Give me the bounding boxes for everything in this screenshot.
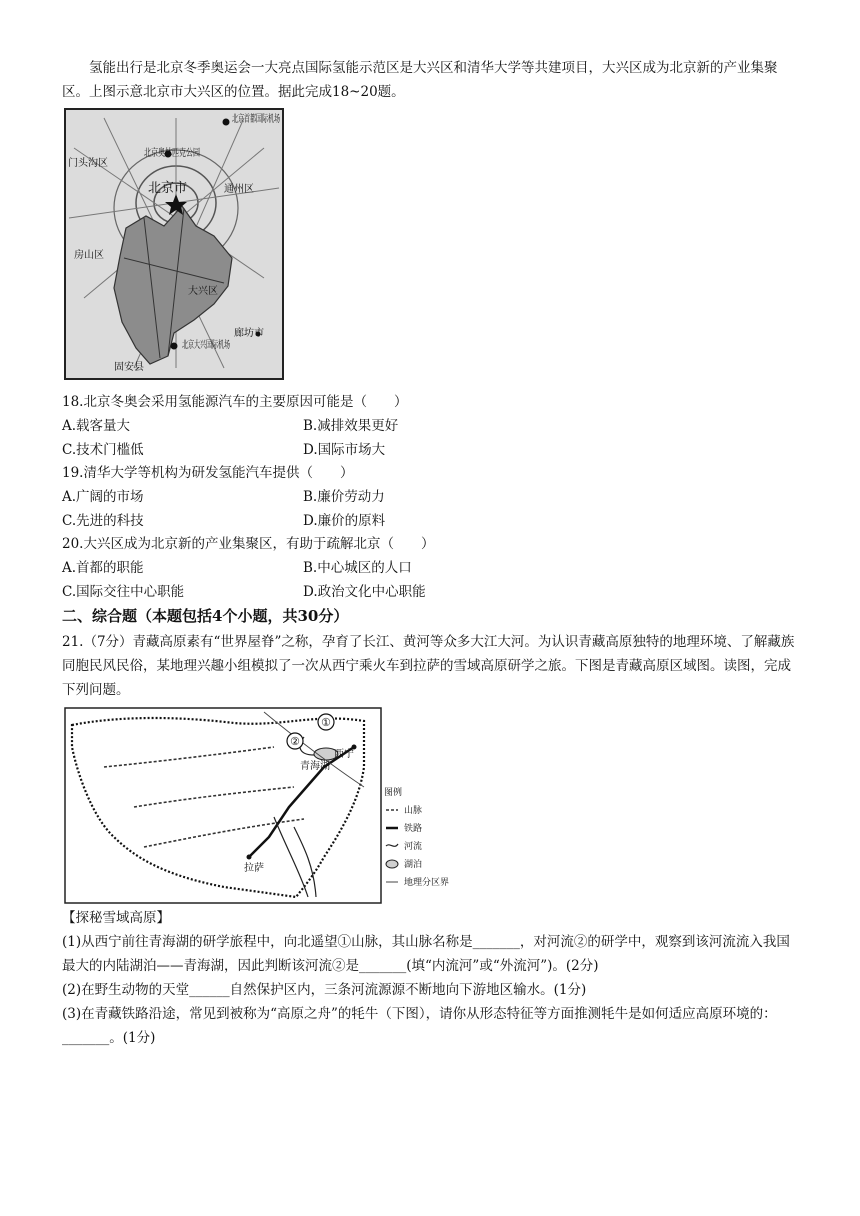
- tibet-plateau-map: [64, 707, 382, 904]
- section-2-heading: 二、综合题（本题包括4个小题，共30分）: [62, 607, 349, 625]
- legend-river-icon: [386, 844, 398, 846]
- legend-item-boundary: 地理分区界: [404, 878, 450, 888]
- question-19-option-a: A.广阔的市场: [62, 489, 144, 505]
- question-21-intro: 21.（7分）青藏高原素有“世界屋脊”之称，孕育了长江、黄河等众多大江大河。为认识青藏高原独特的地理环境、了解藏族同胞民风民俗，某地理兴趣小组模拟了一次从西宁乘火车到拉萨的雪域高原研学之旅。下图是青藏高原区域图。读图，完成下列问题。: [62, 634, 795, 698]
- label-xining: 西宁: [334, 749, 354, 760]
- legend-item-river: 河流: [404, 842, 423, 852]
- airport-point-icon: [171, 343, 178, 350]
- question-20-option-a: A.首都的职能: [62, 560, 144, 576]
- label-capital-airport: 北京首都国际机场: [232, 114, 312, 125]
- q21-part-2: (2)在野生动物的天堂______自然保护区内，三条河流源源不断地向下游地区输水。(1分): [62, 982, 587, 998]
- label-gu-an: 固安县: [114, 362, 144, 373]
- question-20-option-d: D.政治文化中心职能: [303, 584, 426, 600]
- legend-svg: [384, 784, 464, 904]
- label-beijing-city: 北京市: [148, 181, 188, 196]
- tibet-map-svg: [64, 707, 382, 904]
- q21-part-3: (3)在青藏铁路沿途，常见到被称为“高原之舟”的牦牛（下图），请你从形态特征等方面推测牦牛是如何适应高原环境的：_______。(1分): [62, 1006, 777, 1046]
- question-18-option-c: C.技术门槛低: [62, 442, 144, 458]
- label-tongzhou: 通州区: [224, 184, 254, 195]
- map-frame: [65, 708, 381, 903]
- question-20-stem: 20.大兴区成为北京新的产业集聚区，有助于疏解北京（ ）: [62, 536, 435, 552]
- label-marker-2: ②: [290, 735, 300, 748]
- question-19-option-c: C.先进的科技: [62, 513, 144, 529]
- airport-point-icon: [223, 119, 230, 126]
- label-lhasa: 拉萨: [244, 863, 264, 874]
- intro-paragraph: 氢能出行是北京冬季奥运会一大亮点国际氢能示范区是大兴区和清华大学等共建项目，大兴区成为北京新的产业集聚区。上图示意北京市大兴区的位置。据此完成18~20题。: [62, 60, 778, 100]
- label-langfang: 廊坊市: [234, 328, 264, 339]
- question-19-option-d: D.廉价的原料: [303, 513, 386, 529]
- question-20-option-b: B.中心城区的人口: [303, 560, 412, 576]
- label-fangshan: 房山区: [74, 250, 104, 261]
- map-legend: [384, 784, 464, 904]
- legend-title: 图例: [384, 788, 403, 798]
- question-18-option-d: D.国际市场大: [303, 442, 386, 458]
- question-19-stem: 19.清华大学等机构为研发氢能汽车提供（ ）: [62, 465, 354, 481]
- label-mentougou: 门头沟区: [68, 158, 108, 169]
- beijing-map-svg: [64, 108, 312, 380]
- question-18-option-a: A.载客量大: [62, 418, 131, 434]
- q21-part-1: (1)从西宁前往青海湖的研学旅程中，向北遥望①山脉，其山脉名称是_______，对河流②的研学中，观察到该河流流入我国最大的内陆湖泊——青海湖，因此判断该河流②是_______(填“内流河”或“外流河”)。(2分): [62, 934, 790, 974]
- q21-section-title: 【探秘雪域高原】: [62, 910, 170, 926]
- question-20-option-c: C.国际交往中心职能: [62, 584, 185, 600]
- question-18-stem: 18.北京冬奥会采用氢能源汽车的主要原因可能是（ ）: [62, 394, 408, 410]
- label-qinghai-lake: 青海湖: [300, 761, 330, 772]
- label-marker-1: ①: [321, 716, 331, 729]
- lhasa-point-icon: [247, 855, 252, 860]
- label-daxing: 大兴区: [188, 286, 218, 297]
- question-18-option-b: B.减排效果更好: [303, 418, 399, 434]
- legend-lake-icon: [386, 860, 398, 868]
- question-19-option-b: B.廉价劳动力: [303, 489, 385, 505]
- label-olympic-park: 北京奥林匹克公园: [144, 148, 224, 159]
- legend-item-mountain: 山脉: [404, 806, 423, 816]
- legend-item-railway: 铁路: [404, 824, 423, 834]
- beijing-map: [64, 108, 312, 380]
- legend-item-lake: 湖泊: [404, 860, 423, 870]
- label-daxing-airport: 北京大兴国际机场: [182, 340, 262, 351]
